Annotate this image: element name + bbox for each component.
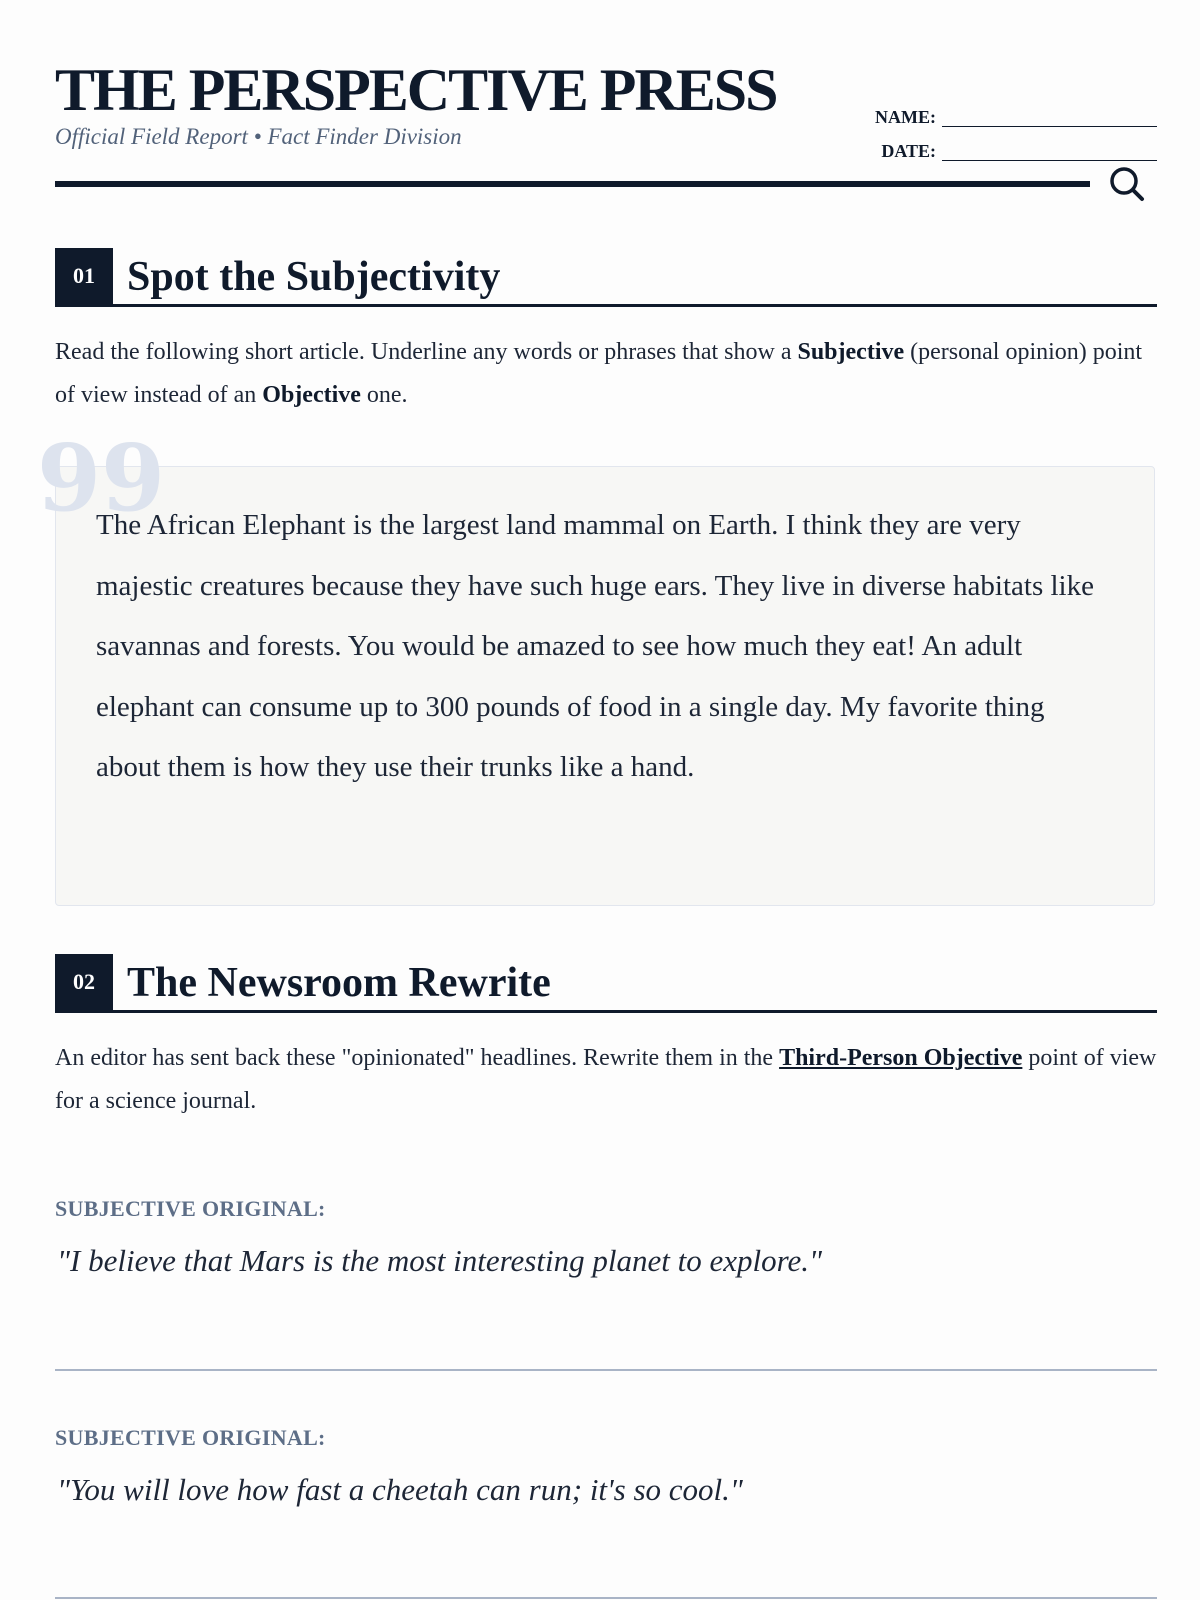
instructions-text: (personal opinion) point of view instead of an xyxy=(55,339,1143,408)
instructions-text: point of view for a science journal. xyxy=(55,1045,1157,1114)
masthead-rule xyxy=(55,181,1090,187)
search-icon xyxy=(1107,164,1147,204)
masthead xyxy=(55,0,1157,200)
article-box xyxy=(55,466,1155,906)
objective-term: Objective xyxy=(262,382,361,408)
worksheet-page xyxy=(37,0,1157,1507)
date-field[interactable] xyxy=(942,142,1157,161)
section-1-instructions xyxy=(55,331,1157,417)
publication-subtitle: Official Field Report • Fact Finder Division xyxy=(55,124,462,149)
section-header-2 xyxy=(55,954,1157,1013)
section-2-instructions xyxy=(55,1037,1157,1123)
rewrite-item-quote: "I believe that Mars is the most interesting planet to explore." xyxy=(57,1243,823,1278)
rewrite-item-quote: "You will love how fast a cheetah can run; it's so cool." xyxy=(57,1472,743,1507)
name-row xyxy=(857,93,1157,127)
student-info xyxy=(857,93,1157,161)
section-number-badge: 02 xyxy=(55,954,113,1010)
instructions-text: An editor has sent back these "opinionated" headlines. Rewrite them in the xyxy=(55,1045,780,1071)
article-text[interactable]: The African Elephant is the largest land mammal on Earth. I think they are very majestic creatures because they have such huge ears. They live in diverse habitats like savannas and forests. You would be amazed to see how much they eat! An adult elephant can consume up to 300 pounds of food in a single day. My favorite thing about them is how they use their trunks like a hand. xyxy=(96,509,1094,783)
section-header-1 xyxy=(55,248,1157,307)
instructions-text: one. xyxy=(360,382,408,408)
subjective-term: Subjective xyxy=(797,339,905,365)
answer-line[interactable] xyxy=(55,1369,1157,1371)
answer-line[interactable] xyxy=(55,1597,1157,1599)
publication-title: THE PERSPECTIVE PRESS xyxy=(55,57,777,123)
section-title: Spot the Subjectivity xyxy=(127,254,501,300)
quote-mark-icon: 99 xyxy=(37,424,166,532)
rewrite-item-label: SUBJECTIVE ORIGINAL: xyxy=(55,1196,326,1221)
date-row xyxy=(857,127,1157,161)
name-field[interactable] xyxy=(942,108,1157,127)
name-label: NAME: xyxy=(875,107,936,127)
date-label: DATE: xyxy=(881,141,936,161)
third-person-objective-term: Third-Person Objective xyxy=(779,1045,1023,1071)
rewrite-item-label: SUBJECTIVE ORIGINAL: xyxy=(55,1425,326,1450)
section-number-badge: 01 xyxy=(55,248,113,304)
section-title: The Newsroom Rewrite xyxy=(127,960,551,1006)
instructions-text: Read the following short article. Underline any words or phrases that show a xyxy=(55,339,798,365)
